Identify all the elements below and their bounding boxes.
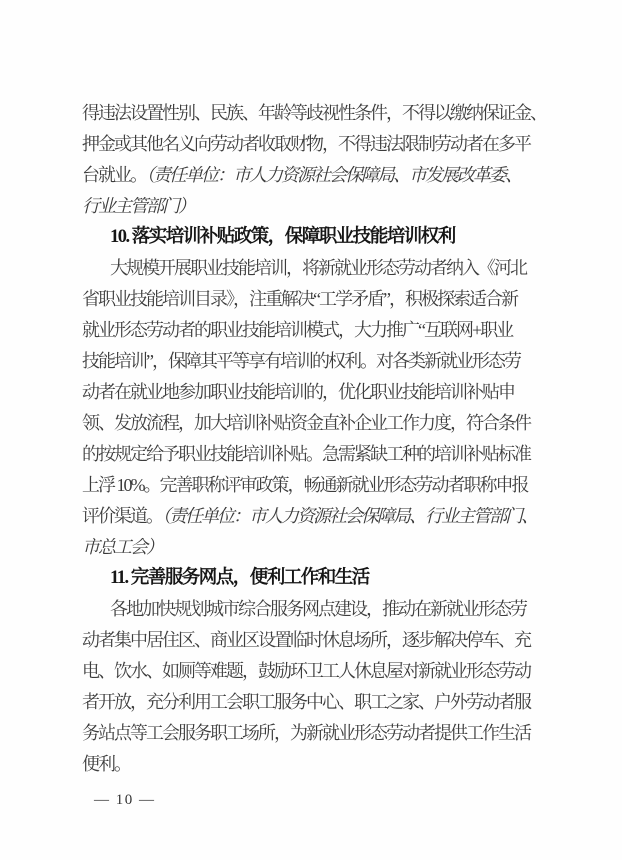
body-text: 动者在就业地参加职业技能培训的，优化职业技能培训补贴申	[82, 382, 514, 402]
body-text: 便利。	[82, 754, 130, 774]
body-text: 省职业技能培训目录》，注重解决“工学矛盾”，积极探索适合新	[82, 289, 517, 309]
body-text: 就业形态劳动者的职业技能培训模式，大力推广“互联网+职业	[82, 320, 513, 340]
text-line	[82, 749, 554, 780]
text-line	[82, 253, 554, 284]
text-line	[82, 501, 554, 532]
body-text: 押金或其他名义向劳动者收取财物，不得违法限制劳动者在多平	[82, 134, 530, 154]
section-heading	[82, 222, 554, 253]
responsibility-unit-text: （责任单位：市人力资源社会保障局、市发展改革委、	[146, 165, 521, 185]
text-line	[82, 98, 554, 129]
page-number: — 10 —	[94, 792, 156, 808]
document-body	[82, 98, 554, 780]
text-line	[82, 718, 554, 749]
body-text: 电、饮水、如厕等难题，鼓励环卫工人休息屋对新就业形态劳动	[82, 661, 530, 681]
text-line	[82, 594, 554, 625]
responsibility-unit-text: （责任单位：市人力资源社会保障局、行业主管部门、	[162, 506, 537, 526]
body-text: 台就业。	[82, 165, 146, 185]
text-line	[82, 160, 554, 191]
body-text: 评价渠道。	[82, 506, 162, 526]
body-text: 上浮 10%。完善职称评审政策，畅通新就业形态劳动者职称申报	[82, 475, 528, 495]
text-line	[82, 315, 554, 346]
text-line	[82, 656, 554, 687]
body-text: 动者集中居住区、商业区设置临时休息场所，逐步解决停车、充	[82, 630, 530, 650]
text-line	[82, 346, 554, 377]
body-text: 大规模开展职业技能培训，将新就业形态劳动者纳入《河北	[110, 258, 526, 278]
body-text: 领、发放流程，加大培训补贴资金直补企业工作力度，符合条件	[82, 413, 530, 433]
body-text: 得违法设置性别、民族、年龄等歧视性条件，不得以缴纳保证金、	[82, 103, 546, 123]
heading-text: 10. 落实培训补贴政策，保障职业技能培训权利	[110, 227, 455, 247]
text-line	[82, 191, 554, 222]
body-text: 务站点等工会服务职工场所，为新就业形态劳动者提供工作生活	[82, 723, 530, 743]
text-line	[82, 439, 554, 470]
text-line	[82, 284, 554, 315]
heading-text: 11. 完善服务网点，便利工作和生活	[110, 568, 369, 588]
text-line	[82, 687, 554, 718]
text-line	[82, 129, 554, 160]
body-text: 者开放，充分利用工会职工服务中心、职工之家、户外劳动者服	[82, 692, 530, 712]
responsibility-unit-text: 市总工会）	[82, 537, 162, 557]
text-line	[82, 377, 554, 408]
body-text: 的按规定给予职业技能培训补贴。急需紧缺工种的培训补贴标准	[82, 444, 530, 464]
text-line	[82, 470, 554, 501]
text-line	[82, 408, 554, 439]
body-text: 各地加快规划城市综合服务网点建设，推动在新就业形态劳	[110, 599, 526, 619]
body-text: 技能培训”，保障其平等享有培训的权利。对各类新就业形态劳	[82, 351, 520, 371]
responsibility-unit-text: 行业主管部门）	[82, 196, 194, 216]
section-heading	[82, 563, 554, 594]
text-line	[82, 532, 554, 563]
text-line	[82, 625, 554, 656]
